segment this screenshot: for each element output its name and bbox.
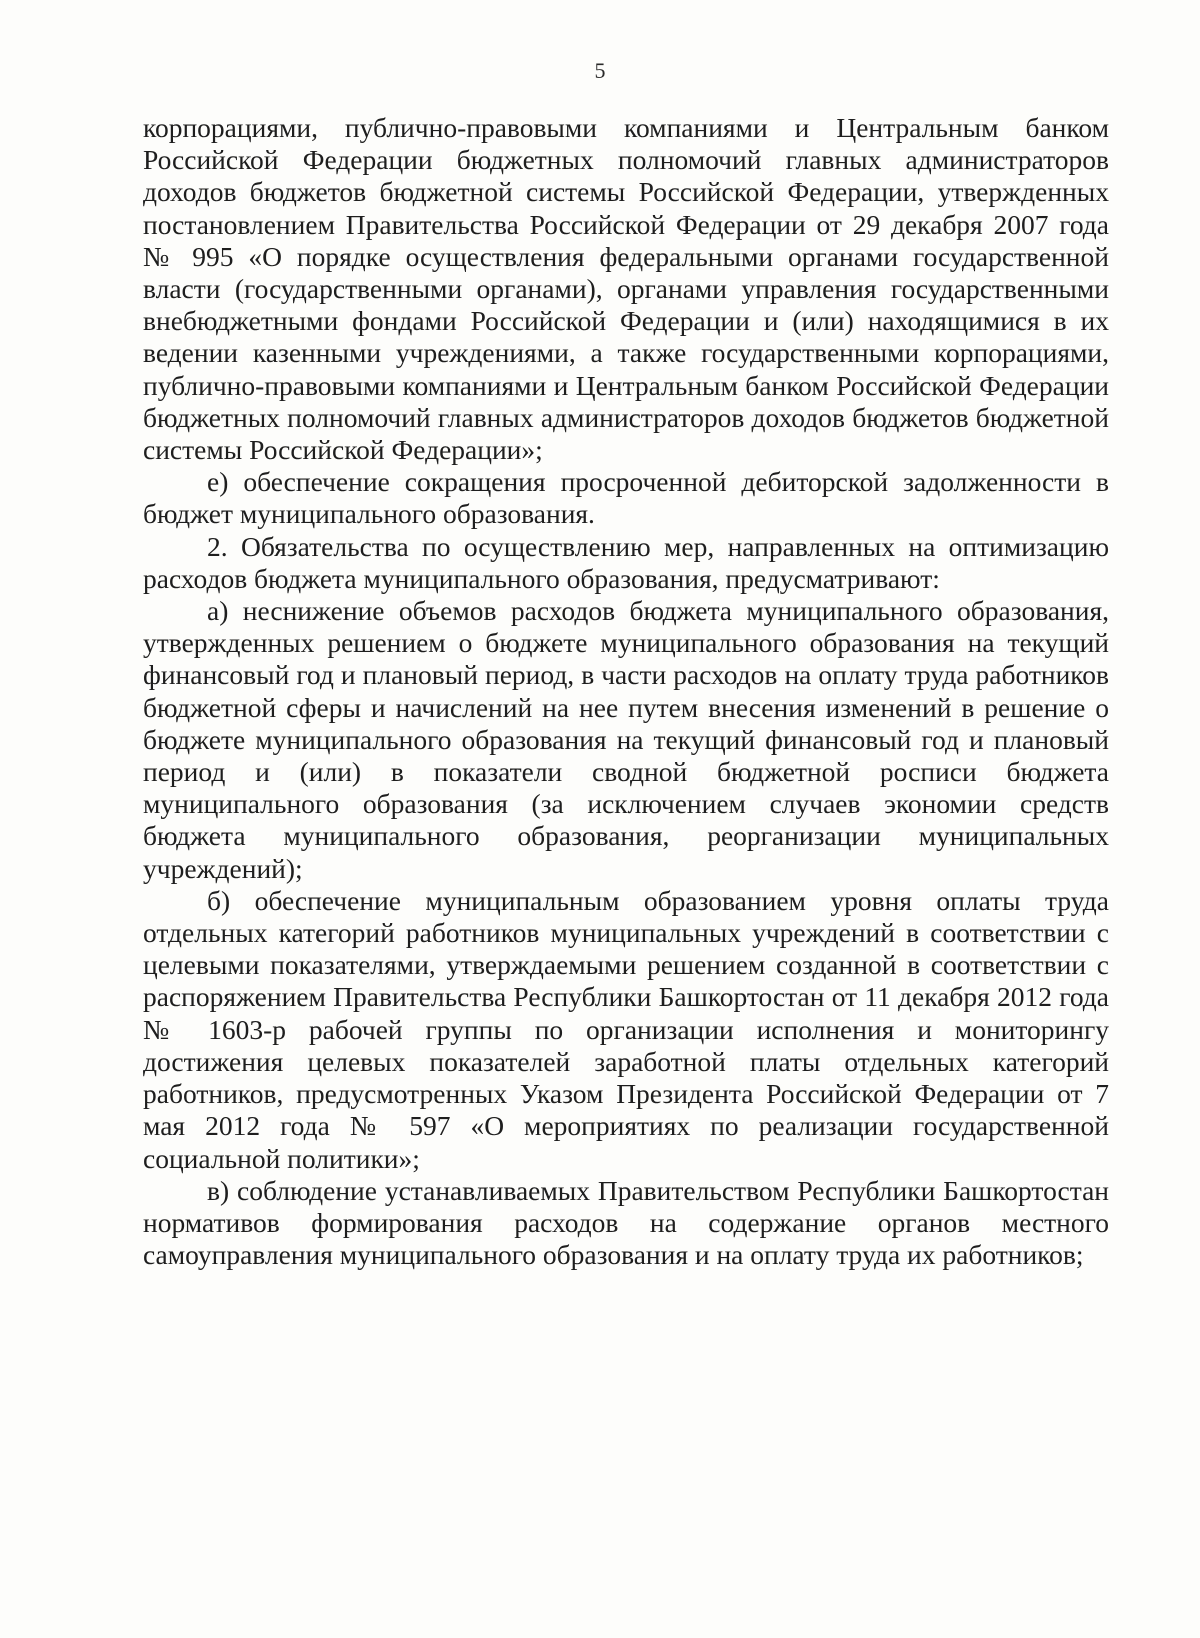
paragraph-item-v: в) соблюдение устанавливаемых Правительством Республики Башкортостан нормативов формирования расходов на содержание органов местного самоуправления муниципального образования и на оплату труда их работников; [143, 1174, 1109, 1271]
paragraph-item-a: а) неснижение объемов расходов бюджета муниципального образования, утвержденных решением о бюджете муниципального образования на текущий финансовый год и плановый период, в части расходов на оплату труда работников бюджетной сферы и начислений на нее путем внесения изменений в решение о бюджете муниципального образования на текущий финансовый год и плановый период и (или) в показатели сводной бюджетной росписи бюджета муниципального образования (за исключением случаев экономии средств бюджета муниципального образования, реорганизации муниципальных учреждений); [143, 595, 1109, 884]
paragraph-continuation: корпорациями, публично-правовыми компаниями и Центральным банком Российской Федерации бюджетных полномочий главных администраторов доходов бюджетов бюджетной системы Российской Федерации, утвержденных постановлением Правительства Российской Федерации от 29 декабря 2007 года № 995 «О порядке осуществления федеральными органами государственной власти (государственными органами), органами управления государственными внебюджетными фондами Российской Федерации и (или) находящимися в их ведении казенными учреждениями, а также государственными корпорациями, публично-правовыми компаниями и Центральным банком Российской Федерации бюджетных полномочий главных администраторов доходов бюджетов бюджетной системы Российской Федерации»; [143, 112, 1109, 466]
document-body [143, 112, 1109, 1271]
page-number: 5 [594, 58, 606, 83]
paragraph-item-b: б) обеспечение муниципальным образованием уровня оплаты труда отдельных категорий работников муниципальных учреждений в соответствии с целевыми показателями, утверждаемыми решением созданной в соответствии с распоряжением Правительства Республики Башкортостан от 11 декабря 2012 года № 1603-р рабочей группы по организации исполнения и мониторингу достижения целевых показателей заработной платы отдельных категорий работников, предусмотренных Указом Президента Российской Федерации от 7 мая 2012 года № 597 «О мероприятиях по реализации государственной социальной политики»; [143, 884, 1109, 1174]
paragraph-obligations-2: 2. Обязательства по осуществлению мер, направленных на оптимизацию расходов бюджета муниципального образования, предусматривают: [143, 530, 1109, 594]
paragraph-item-e: е) обеспечение сокращения просроченной дебиторской задолженности в бюджет муниципального образования. [143, 466, 1109, 530]
